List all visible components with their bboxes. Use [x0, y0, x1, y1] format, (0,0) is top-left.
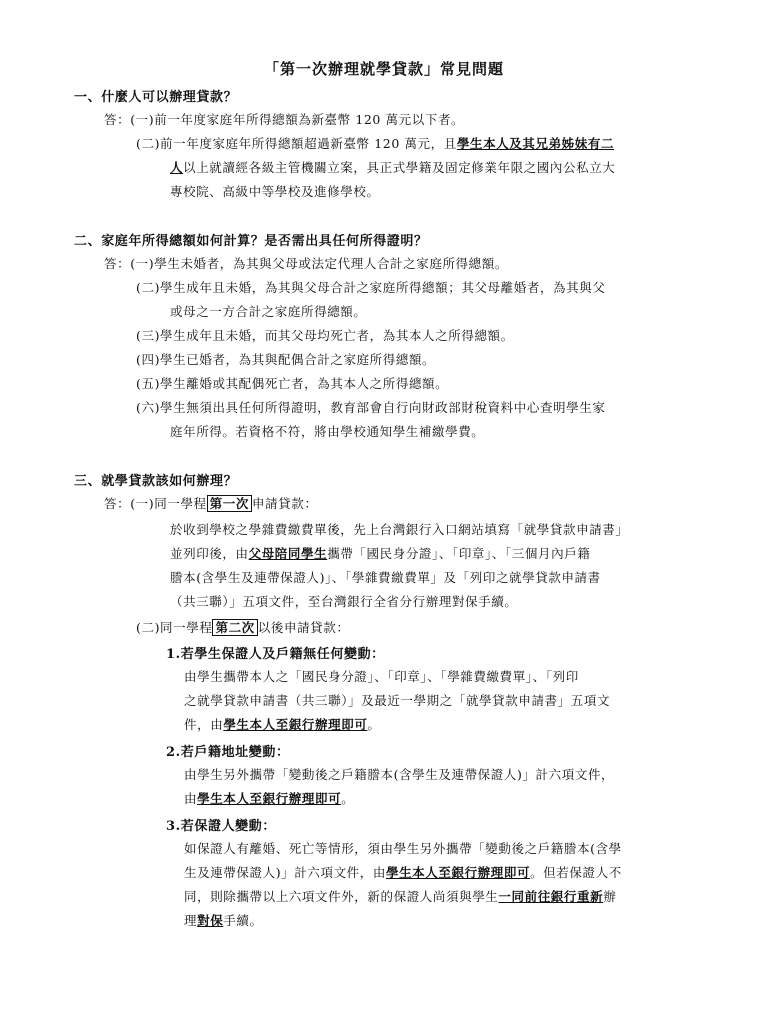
emphasis-underline: 學生本人至銀行辦理即可: [385, 865, 531, 880]
text: 。: [341, 791, 355, 806]
subsection-3-line-1: 如保證人有離婚、死亡等情形，須由學生另外攜帶「變動後之戶籍謄本(含學: [184, 841, 622, 856]
subsection-1-heading: 1.若學生保證人及戶籍無任何變動：: [166, 647, 385, 662]
boxed-emphasis: 第一次: [207, 495, 252, 512]
answer-1-line-4: 專校院、高級中等學校及進修學校。: [170, 184, 380, 199]
emphasis-underline: 一同前往銀行重新: [498, 889, 604, 904]
subsection-1-line-3: [184, 715, 381, 733]
text: 同，則除攜帶以上六項文件外，新的保證人尚須與學生: [184, 889, 499, 904]
answer-2-line-2: (二)學生成年且未婚，為其與父母合計之家庭所得總額；其父母離婚者，為其與父: [136, 280, 606, 295]
text: 件，由: [184, 717, 224, 732]
subsection-2-heading: 2.若戶籍地址變動：: [166, 745, 290, 760]
text: 。: [367, 717, 381, 732]
subsection-3-line-4: [184, 911, 263, 929]
text: (二)同一學程: [136, 620, 213, 635]
answer-2-line-5: (四)學生已婚者，為其與配偶合計之家庭所得總額。: [136, 352, 436, 367]
text: 以後申請貸款：: [257, 620, 350, 635]
text: 手續。: [223, 913, 263, 928]
subsection-1-line-2: 之就學貸款申請書（共三聯）」及最近一學期之「就學貸款申請書」五項文: [184, 693, 611, 708]
emphasis-underline: 父母陪同學生: [248, 546, 328, 561]
question-2-heading: 二、家庭年所得總額如何計算？是否需出具任何所得證明？: [74, 234, 428, 249]
answer-3-para-line-4: （共三聯）」五項文件，至台灣銀行全省分行辦理對保手續。: [170, 594, 518, 609]
text: 答：(一)同一學程: [104, 496, 207, 511]
subsection-2-line-1: 由學生另外攜帶「變動後之戶籍謄本(含學生及連帶保證人)」計六項文件，: [184, 767, 615, 782]
boxed-emphasis: 第二次: [212, 619, 257, 636]
text: 並列印後，由: [170, 546, 249, 561]
question-1-heading: 一、什麼人可以辦理貸款？: [74, 90, 238, 105]
answer-3-para-line-2: [170, 544, 590, 562]
emphasis-underline: 學生本人及其兄弟姊妹有二: [456, 136, 615, 151]
answer-1-line-2: [136, 134, 614, 152]
answer-2-line-8: 庭年所得。若資格不符，將由學校通知學生補繳學費。: [170, 424, 485, 439]
answer-2-line-6: (五)學生離婚或其配偶死亡者，為其本人之所得總額。: [136, 376, 449, 391]
text: 攜帶「國民身分證」、「印章」、「三個月內戶籍: [327, 546, 591, 561]
emphasis-underline: 對保: [197, 913, 224, 928]
page-title: 「第一次辦理就學貸款」常見問題: [263, 60, 504, 78]
answer-3-para-line-1: 於收到學校之學雜費繳費單後，先上台灣銀行入口網站填寫「就學貸款申請書」: [170, 522, 629, 537]
text: 申請貸款：: [251, 496, 318, 511]
subsection-2-line-2: [184, 789, 354, 807]
question-3-heading: 三、就學貸款該如何辦理？: [74, 474, 238, 489]
emphasis-underline: 學生本人至銀行辦理即可: [223, 717, 368, 732]
emphasis-underline: 學生本人至銀行辦理即可: [197, 791, 342, 806]
answer-2-line-7: (六)學生無須出具任何所得證明，教育部會自行向財政部財稅資料中心查明學生家: [136, 400, 606, 415]
answer-3-item-2: [136, 618, 349, 636]
text: 理: [184, 913, 198, 928]
answer-3-para-line-3: 謄本(含學生及連帶保證人)」、「學雜費繳費單」及「列印之就學貸款申請書: [170, 570, 601, 585]
text: 以上就讀經各級主管機關立案，具正式學籍及固定修業年限之國內公私立大: [183, 160, 616, 175]
answer-2-line-1: 答：(一)學生未婚者，為其與父母或法定代理人合計之家庭所得總額。: [104, 256, 508, 271]
answer-2-line-4: (三)學生成年且未婚，而其父母均死亡者，為其本人之所得總額。: [136, 328, 514, 343]
subsection-1-line-1: 由學生攜帶本人之「國民身分證」、「印章」、「學雜費繳費單」、「列印: [184, 669, 579, 684]
answer-3-item-1: [104, 494, 317, 512]
answer-1-line-1: 答：(一)前一年度家庭年所得總額為新臺幣 120 萬元以下者。: [104, 112, 465, 127]
subsection-3-heading: 3.若保證人變動：: [166, 819, 276, 834]
text: 。但若保證人不: [530, 865, 622, 880]
text: (二)前一年度家庭年所得總額超過新臺幣 120 萬元，且: [136, 136, 457, 151]
text: 生及連帶保證人)」計六項文件，由: [184, 865, 386, 880]
text: 辦: [603, 889, 617, 904]
text: 由: [184, 791, 198, 806]
answer-1-line-3: [170, 158, 615, 176]
emphasis-underline: 人: [170, 160, 184, 175]
subsection-3-line-2: [184, 863, 622, 881]
subsection-3-line-3: [184, 887, 616, 905]
answer-2-line-3: 或母之一方合計之家庭所得總額。: [170, 304, 367, 319]
